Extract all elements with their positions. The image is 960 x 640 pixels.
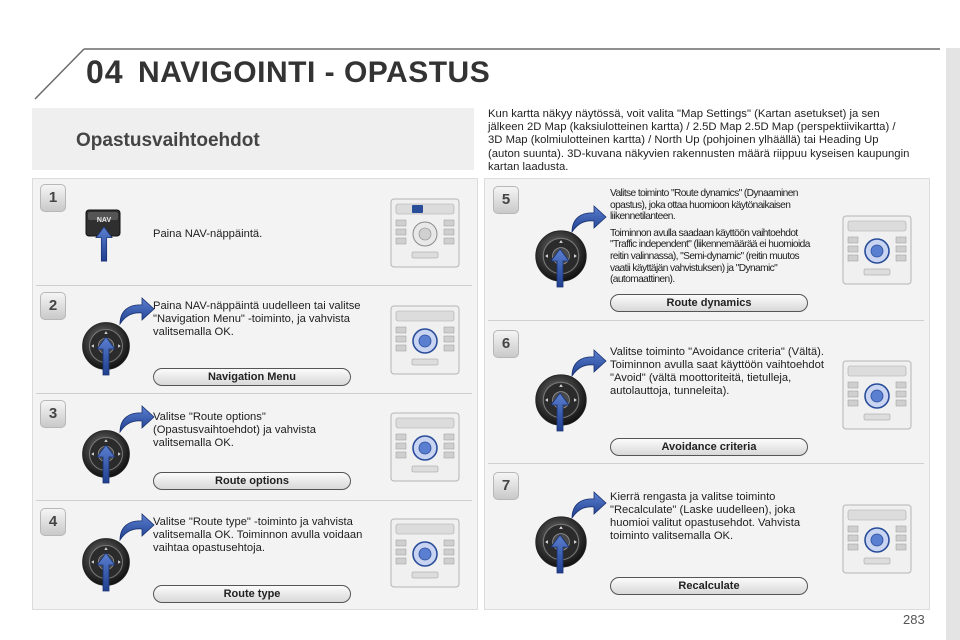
divider — [488, 463, 924, 464]
menu-label-route-type: Route type — [153, 585, 351, 603]
step-number-5: 5 — [493, 186, 519, 214]
radio-unit-icon — [842, 360, 912, 430]
step-1-text: Paina NAV-näppäintä. — [153, 228, 263, 240]
divider — [36, 500, 472, 501]
step-7-text: Kierrä rengasta ja valitse toiminto "Recalculate" (Laske uudelleen), joka huomioi valitut opastusehdot. Vahvista toiminto valitsemalla OK. — [610, 491, 801, 542]
divider — [36, 393, 472, 394]
radio-unit-icon — [842, 504, 912, 574]
arrow-up-icon — [550, 392, 570, 432]
side-bar — [946, 48, 960, 640]
step-number-2: 2 — [40, 292, 66, 320]
step-4-text: Valitse "Route type" -toiminto ja vahvista valitsemalla OK. Toiminnon avulla voidaan vaihtaa opastusehtoja. — [153, 516, 363, 554]
menu-label-route-options: Route options — [153, 472, 351, 490]
section-title: Opastusvaihtoehdot — [76, 130, 260, 151]
radio-unit-icon — [842, 215, 912, 285]
step-5-text-p1: Valitse toiminto "Route dynamics" (Dynaaminen opastus), joka ottaa huomioon käytönaikaisen liikennetilanteen. — [610, 188, 798, 223]
radio-unit-icon — [390, 305, 460, 375]
radio-unit-icon — [390, 412, 460, 482]
arrow-up-icon — [96, 444, 116, 484]
menu-label-route-dynamics: Route dynamics — [610, 294, 808, 312]
page-title: NAVIGOINTI - OPASTUS — [138, 56, 491, 89]
step-number-4: 4 — [40, 508, 66, 536]
step-6-text: Valitse toiminto "Avoidance criteria" (Vältä). Toiminnon avulla saat käyttöön vaihtoehdot "Avoid" (vältä moottoriteitä, tietulleja, autolauttoja, tunneleita). — [610, 346, 824, 397]
chapter-number: 04 — [86, 54, 124, 90]
step-number-6: 6 — [493, 330, 519, 358]
menu-label-navigation-menu: Navigation Menu — [153, 368, 351, 386]
nav-key-label: NAV — [96, 217, 112, 224]
arrow-up-icon — [550, 248, 570, 288]
step-5-text — [610, 188, 820, 291]
step-3-text: Valitse "Route options" (Opastusvaihtoehdot) ja vahvista valitsemalla OK. — [153, 411, 316, 449]
nav-key-icon — [82, 206, 126, 262]
radio-unit-icon — [390, 518, 460, 588]
step-number-3: 3 — [40, 400, 66, 428]
divider — [36, 285, 472, 286]
divider — [488, 320, 924, 321]
step-5-text-p2: Toiminnon avulla saadaan käyttöön vaihtoehdot "Traffic independent" (liikennemäärää ei huomioida reitin valinnassa), "Semi-dynamic" (reitin muutos vaatii käyttäjän vahvistuksen) ja "Dynamic" (automaattinen). — [610, 227, 810, 286]
page-number: 283 — [903, 612, 925, 627]
arrow-up-icon — [96, 336, 116, 376]
arrow-up-icon — [96, 552, 116, 592]
arrow-up-icon — [550, 534, 570, 574]
radio-unit-icon — [390, 198, 460, 268]
step-2-text: Paina NAV-näppäintä uudelleen tai valitse "Navigation Menu" -toiminto, ja vahvista valitsemalla OK. — [153, 300, 361, 338]
step-number-1: 1 — [40, 184, 66, 212]
menu-label-recalculate: Recalculate — [610, 577, 808, 595]
step-number-7: 7 — [493, 472, 519, 500]
menu-label-avoidance-criteria: Avoidance criteria — [610, 438, 808, 456]
intro-text: Kun kartta näkyy näytössä, voit valita "Map Settings" (Kartan asetukset) ja sen jälkeen 2D Map (kaksiulotteinen kartta) / 2.5D Map 2.5D Map (perspektiivikartta) / 3D Map (kolmiulotteinen kartta) / North Up (pohjoinen ylhäällä) tai Heading Up (auton suunta). 3D-kuvana näkyvien rakennusten määrä riippuu kyseisen kaupungin kartan laadusta. — [488, 108, 910, 173]
